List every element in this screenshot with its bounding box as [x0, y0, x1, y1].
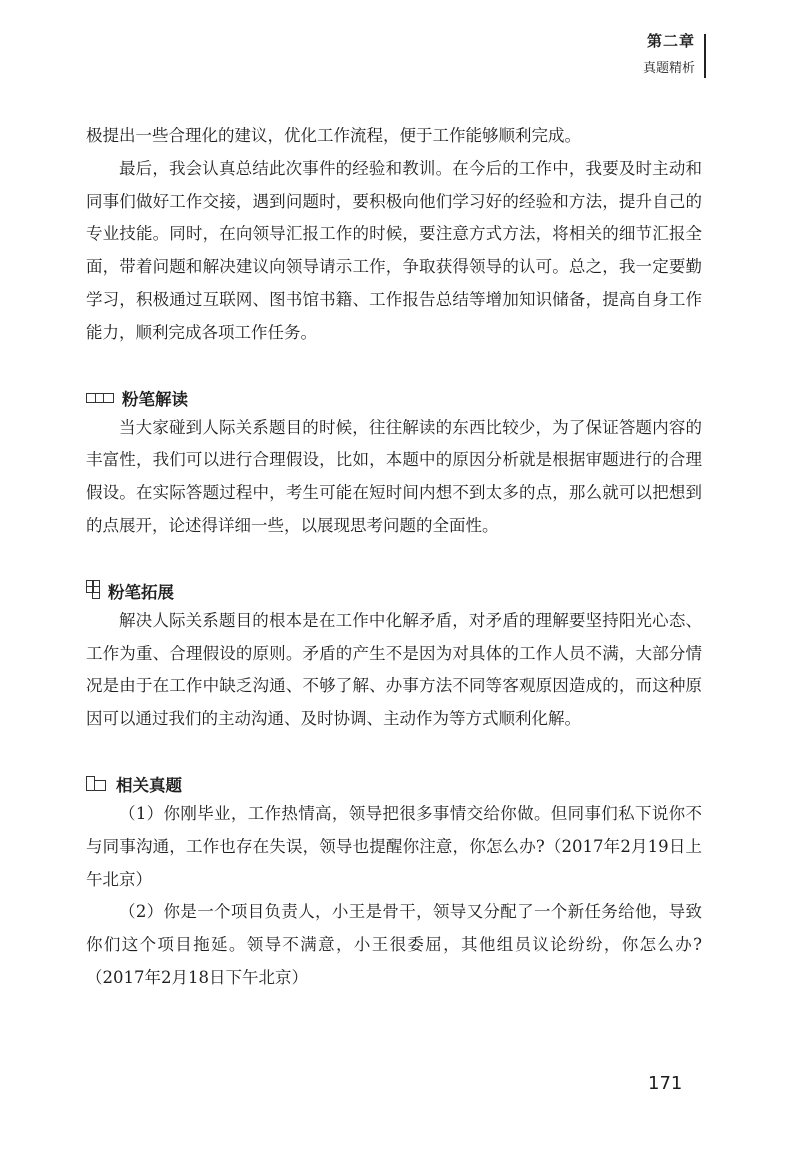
page-number: 171 [648, 1073, 683, 1094]
body-paragraph: 极提出一些合理化的建议，优化工作流程，便于工作能够顺利完成。 [86, 126, 581, 145]
related-question: （1）你刚毕业，工作热情高，领导把很多事情交给你做。但同事们私下说你不与同事沟通，工作也存在失误，领导也提醒你注意，你怎么办?（2017年2月19日上午北京） [86, 803, 702, 889]
interpretation-paragraph: 当大家碰到人际关系题目的时候，往往解读的东西比较少，为了保证答题内容的丰富性，我们可以进行合理假设，比如，本题中的原因分析就是根据审题进行的合理假设。在实际答题过程中，考生可能在短时间内想不到太多的点，那么就可以把想到的点展开，论述得详细一些，以展现思考问题的全面性。 [86, 417, 702, 535]
running-header [643, 30, 695, 76]
section-heading-extension: 粉笔拓展 [86, 577, 702, 605]
chapter-subtitle: 真题精析 [642, 61, 695, 76]
section-heading-interpretation: 粉笔解读 [86, 384, 702, 412]
chapter-title: 第二章 [646, 32, 695, 50]
header-rule [704, 34, 706, 78]
section-bar-icon [86, 393, 114, 403]
section-heading-related: 相关真题 [86, 770, 702, 798]
extension-paragraph: 解决人际关系题目的根本是在工作中化解矛盾，对矛盾的理解要坚持阳光心态、工作为重、合理假设的原则。矛盾的产生不是因为对具体的工作人员不满，大部分情况是由于在工作中缺乏沟通、不够了解、办事方法不同等客观原因造成的，而这种原因可以通过我们的主动沟通、及时协调、主动作为等方式顺利化解。 [86, 610, 702, 729]
section-grid-icon [86, 580, 100, 602]
section-link-icon [86, 776, 108, 792]
body-paragraph: 最后，我会认真总结此次事件的经验和教训。在今后的工作中，我要及时主动和同事们做好工作交接，遇到问题时，要积极向他们学习好的经验和方法，提升自己的专业技能。同时，在向领导汇报工作的时候，要注意方式方法，将相关的细节汇报全面，带着问题和解决建议向领导请示工作，争取获得领导的认可。总之，我一定要勤学习，积极通过互联网、图书馆书籍、工作报告总结等增加知识储备，提高自身工作能力，顺利完成各项工作任务。 [86, 158, 702, 342]
related-question: （2）你是一个项目负责人，小王是骨干，领导又分配了一个新任务给他，导致你们这个项目拖延。领导不满意，小王很委屈，其他组员议论纷纷，你怎么办?（2017年2月18日下午北京） [86, 902, 702, 987]
page-content [86, 120, 702, 995]
